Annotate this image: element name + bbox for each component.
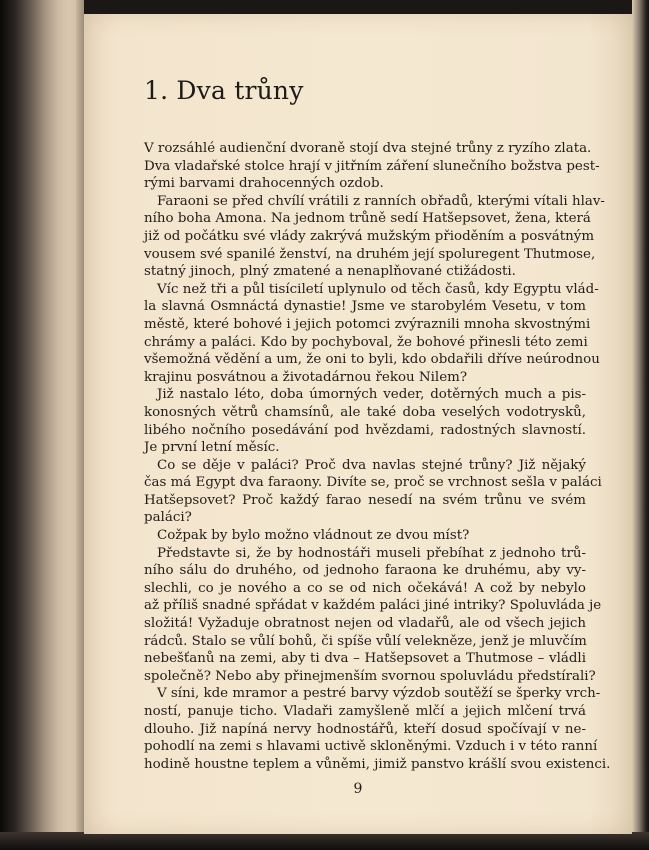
text-line: městě, které bohové i jejich potomci zvýraznili mnoha skvostnými [144, 316, 591, 332]
text-line: všemožná vědění a um, že oni to byli, kdo obdařili dříve neúrodnou [144, 352, 600, 368]
text-line: dlouho. Již napíná nervy hodnostářů, kteří dosud spočívají v ne- [144, 721, 586, 737]
text-line: konosných větrů chamsínů, ale také doba veselých vodotrysků, [144, 404, 586, 420]
text-line: vousem své spanilé ženství, na druhém její spoluregent Thutmose, [144, 246, 596, 262]
text-line: pohodlí na zemi s hlavami uctivě skloněnými. Vzduch i v této ranní [144, 739, 598, 755]
text-line: složitá! Vyžaduje obratnost nejen od vladařů, ale od všech jejich [144, 616, 586, 632]
page-number: 9 [353, 781, 363, 797]
page-bottom-edge-shadow [0, 832, 649, 850]
text-line: paláci? [144, 510, 192, 526]
text-line: Je první letní měsíc. [144, 440, 280, 456]
page-right-edge-shadow [632, 0, 649, 850]
text-line: nebešťanů na zemi, aby ti dva – Hatšepsovet a Thutmose – vládli [144, 651, 586, 667]
text-line: libého nočního posedávání pod hvězdami, radostných slavností. [144, 422, 586, 438]
text-line: Představte si, že by hodnostáři museli přebíhat z jednoho trů- [157, 545, 586, 561]
text-line: rými barvami drahocenných ozdob. [144, 176, 384, 192]
text-line: až příliš snadné spřádat v každém paláci jiné intriky? Spoluvláda je [144, 598, 602, 614]
text-line: chrámy a paláci. Kdo by pochyboval, že bohové přinesli této zemi [144, 334, 588, 350]
text-line: Již nastalo léto, doba úmorných veder, dotěrných much a pis- [157, 387, 586, 403]
book-page [84, 14, 632, 834]
text-line: Hatšepsovet? Proč každý farao nesedí na svém trůnu ve svém [144, 492, 586, 508]
text-line: čas má Egypt dva faraony. Divíte se, proč se vrchnost sešla v paláci [144, 475, 602, 491]
chapter-title: 1. Dva trůny [144, 76, 304, 105]
text-line: statný jinoch, plný zmatené a nenaplňované ctižádosti. [144, 264, 516, 280]
text-line: hodině houstne teplem a vůněmi, jimiž panstvo krášlí svou existenci. [144, 756, 611, 772]
text-line: la slavná Osmnáctá dynastie! Jsme ve starobylém Vesetu, v tom [144, 299, 586, 315]
text-line: Faraoni se před chvílí vrátili z ranních obřadů, kterými vítali hlav- [157, 193, 605, 209]
text-line: Co se děje v paláci? Proč dva navlas stejné trůny? Již nějaký [157, 457, 586, 473]
text-line: Cožpak by bylo možno vládnout ze dvou míst? [157, 528, 470, 544]
text-line: V síni, kde mramor a pestré barvy výzdob soutěží se šperky vrch- [157, 686, 601, 702]
text-line: krajinu posvátnou a životadárnou řekou Nilem? [144, 369, 467, 385]
text-line: V rozsáhlé audienční dvoraně stojí dva stejné trůny z ryzího zlata. [144, 141, 592, 156]
text-line: Dva vladařské stolce hrají v jitřním záření slunečního božstva pest- [144, 158, 600, 174]
body-text [144, 140, 611, 773]
text-line: rádců. Stalo se vůlí bohů, či spíše vůlí velekněze, jenž je mluvčím [144, 633, 587, 649]
text-line: ního sálu do druhého, od jednoho faraona ke druhému, aby vy- [144, 563, 586, 579]
text-line: ního boha Amona. Na jednom trůně sedí Hatšepsovet, žena, která [144, 211, 591, 227]
text-line: Víc než tři a půl tisíciletí uplynulo od těch časů, kdy Egyptu vlád- [157, 281, 599, 297]
text-line: slechli, co je nového a co se od nich očekává! A což by nebylo [144, 580, 586, 596]
text-line: společně? Nebo aby přinejmenším svornou spoluvládu předstírali? [144, 668, 596, 684]
text-line: již od počátku své vlády zakrývá mužským přioděním a posvátným [144, 228, 595, 244]
book-binding-shadow [0, 0, 84, 850]
text-line: ností, panuje ticho. Vladaři zamyšleně mlčí a jejich mlčení trvá [144, 704, 586, 719]
